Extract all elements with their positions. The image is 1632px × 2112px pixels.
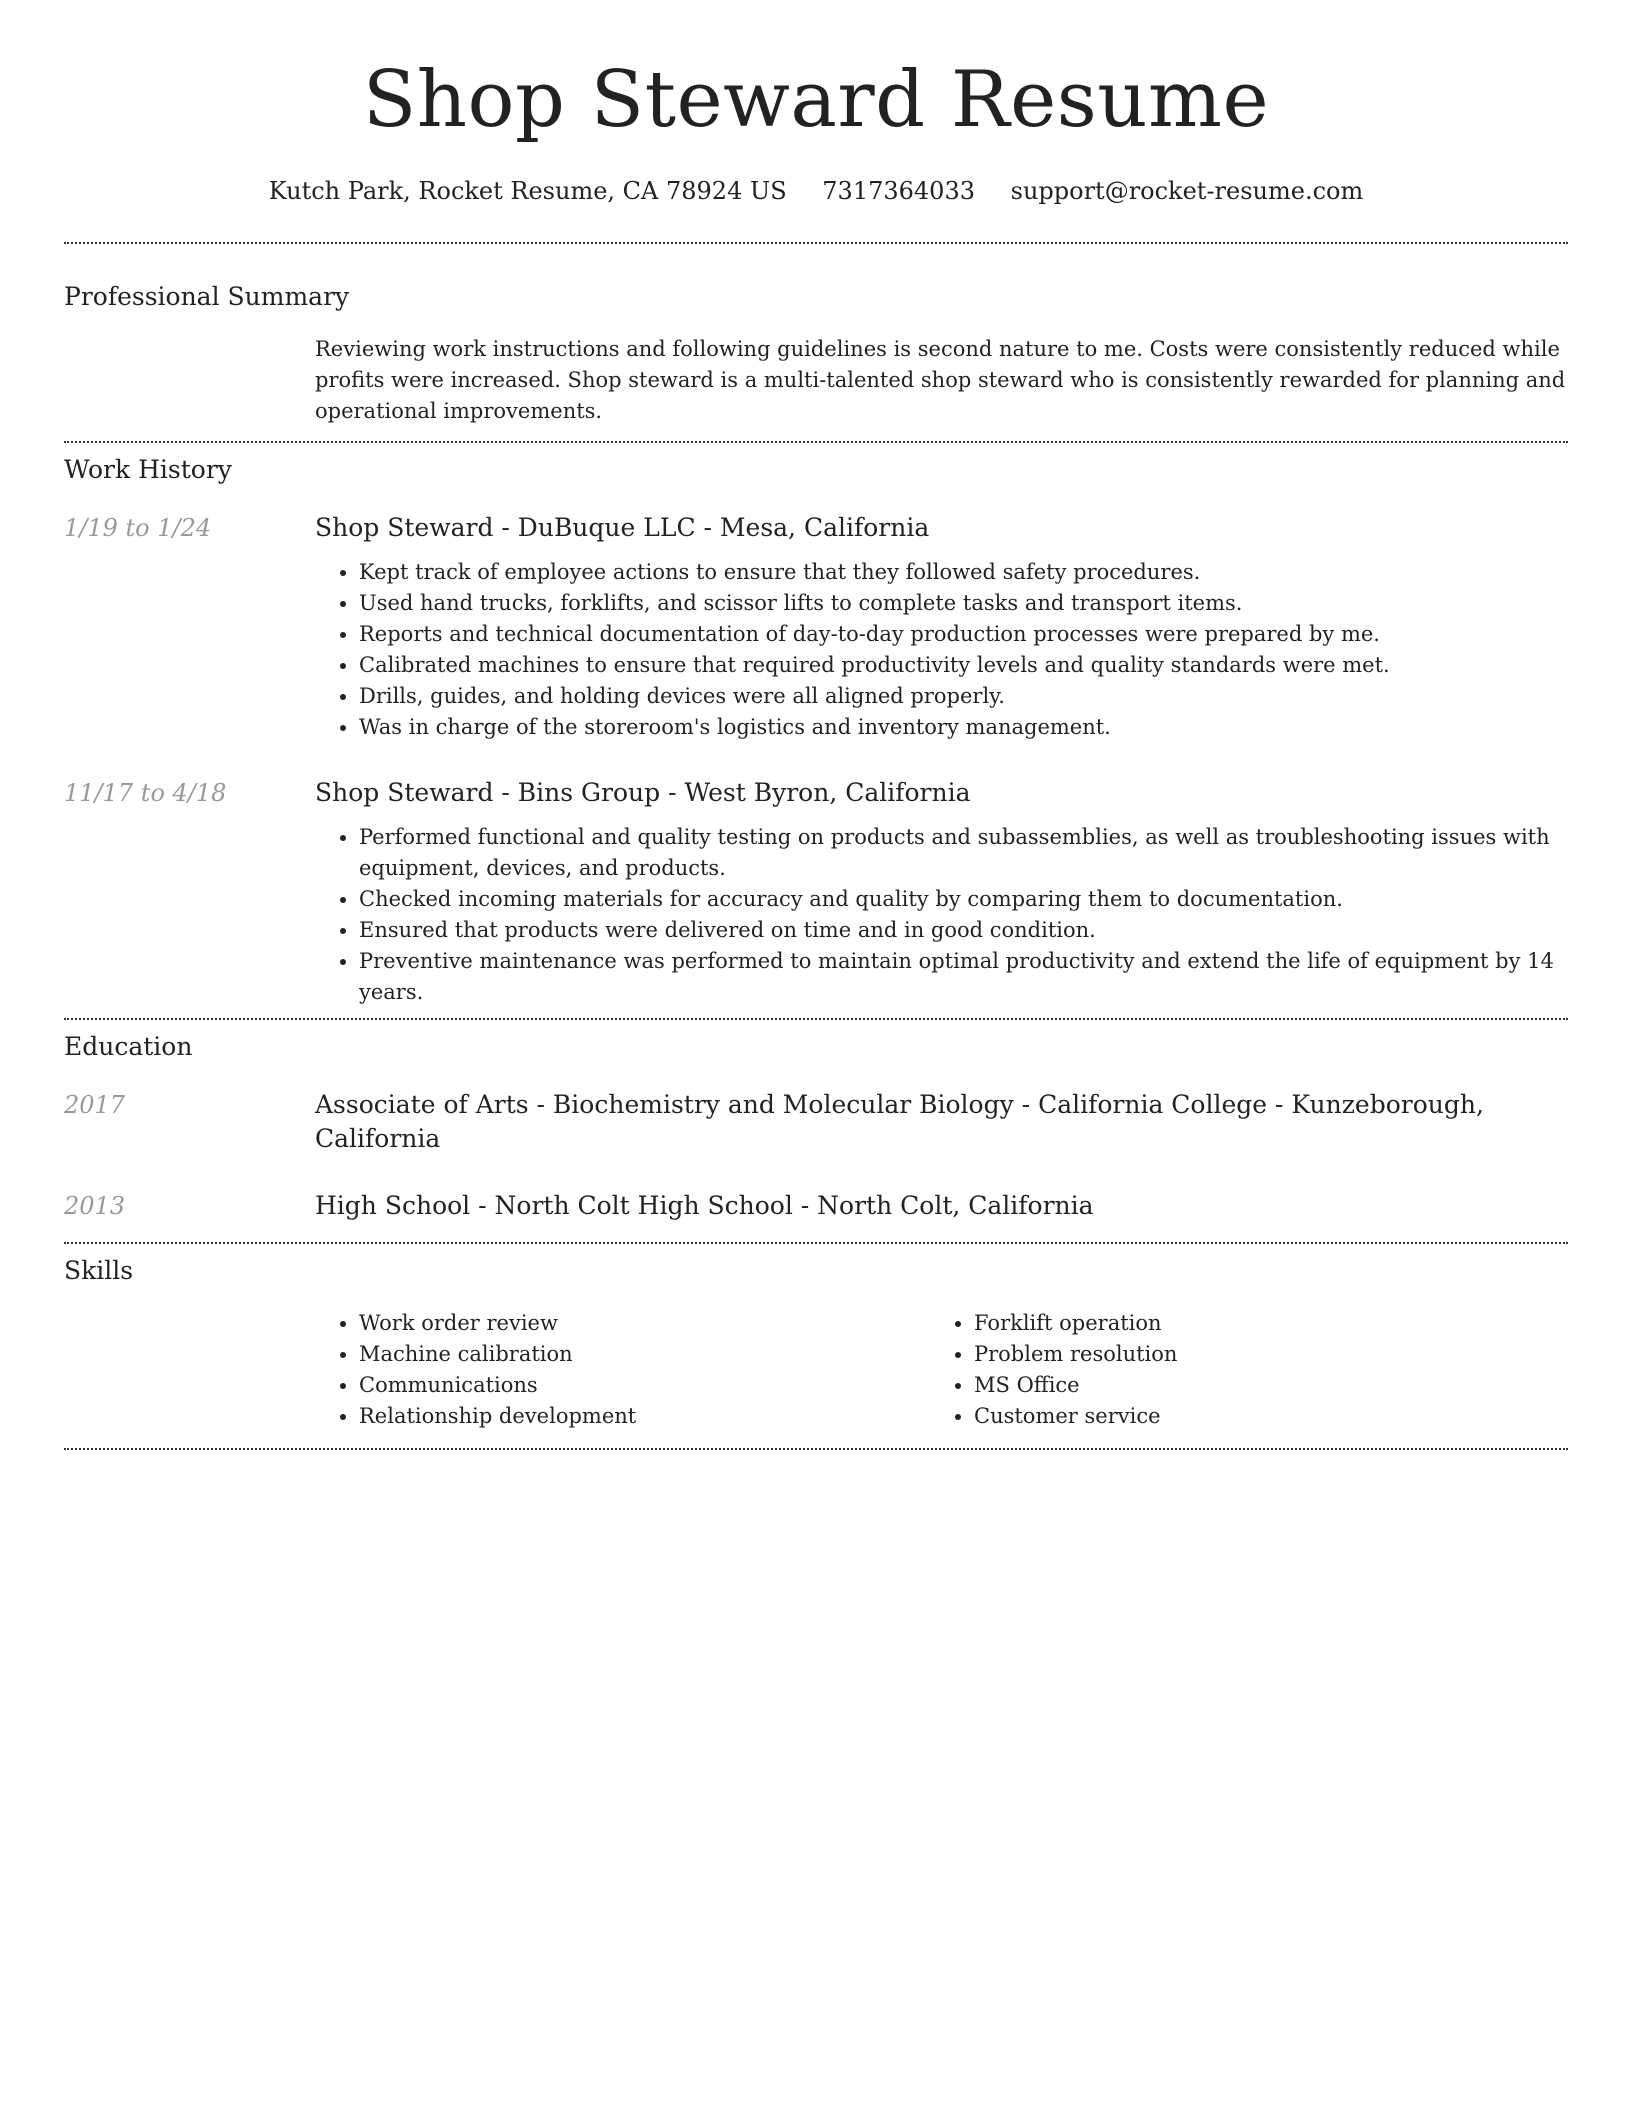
job-body (315, 511, 1568, 743)
job-bullet: • Was in charge of the storeroom's logistics and inventory management. (359, 712, 1568, 743)
job-title: Shop Steward - DuBuque LLC - Mesa, California (315, 513, 930, 542)
summary-section (64, 244, 1568, 427)
education-section (64, 1020, 1568, 1223)
education-title: High School - North Colt High School - North Colt, California (315, 1191, 1094, 1220)
skill-item: • Machine calibration (359, 1339, 930, 1370)
job-bullets (315, 822, 1568, 1008)
job-bullet: • Reports and technical documentation of day-to-day production processes were prepared by me. (359, 619, 1568, 650)
job-bullet: • Used hand trucks, forklifts, and scissor lifts to complete tasks and transport items. (359, 588, 1568, 619)
page-title: Shop Steward Resume (362, 55, 1270, 145)
education-year: 2013 (64, 1192, 126, 1220)
job-dates: 11/17 to 4/18 (64, 779, 227, 807)
work-section (64, 443, 1568, 1008)
skill-item: • Work order review (359, 1308, 930, 1339)
education-entry (64, 1189, 1568, 1223)
education-heading: Education (64, 1032, 193, 1061)
job-bullet: • Calibrated machines to ensure that required productivity levels and quality standards were met. (359, 650, 1568, 681)
job-bullet: • Preventive maintenance was performed to maintain optimal productivity and extend the life of equipment by 14 years. (359, 946, 1568, 1008)
summary-text: Reviewing work instructions and following guidelines is second nature to me. Costs were consistently reduced while profits were increased. Shop steward is a multi-talented shop steward who is consistently rewarded for planning and operational improvements. (315, 337, 1566, 423)
job-body (315, 776, 1568, 1008)
skill-item: • MS Office (974, 1370, 1545, 1401)
job-bullet: • Ensured that products were delivered on time and in good condition. (359, 915, 1568, 946)
divider (64, 1448, 1568, 1450)
skills-column-right (930, 1308, 1545, 1432)
skills-column-left (315, 1308, 930, 1432)
summary-row (64, 334, 1568, 427)
job-bullet: • Checked incoming materials for accuracy and quality by comparing them to documentation. (359, 884, 1568, 915)
contact-line (64, 174, 1568, 208)
job-title: Shop Steward - Bins Group - West Byron, California (315, 778, 971, 807)
job-bullet: • Kept track of employee actions to ensure that they followed safety procedures. (359, 557, 1568, 588)
education-body (315, 1189, 1568, 1223)
education-entry (64, 1088, 1568, 1156)
skills-list (315, 1308, 930, 1432)
contact-email: support@rocket-resume.com (1010, 177, 1364, 205)
skill-item: • Communications (359, 1370, 930, 1401)
job-bullet: • Drills, guides, and holding devices were all aligned properly. (359, 681, 1568, 712)
summary-body (315, 334, 1568, 427)
skills-section (64, 1244, 1568, 1432)
summary-heading: Professional Summary (64, 282, 350, 311)
contact-phone: 7317364033 (822, 177, 975, 205)
job-entry (64, 776, 1568, 1008)
skills-row (64, 1308, 1568, 1432)
skill-item: • Relationship development (359, 1401, 930, 1432)
skill-item: • Forklift operation (974, 1308, 1545, 1339)
education-year: 2017 (64, 1091, 126, 1119)
skills-heading: Skills (64, 1256, 134, 1285)
education-body (315, 1088, 1568, 1156)
job-dates: 1/19 to 1/24 (64, 514, 212, 542)
skill-item: • Customer service (974, 1401, 1545, 1432)
skills-grid (315, 1308, 1568, 1432)
work-heading: Work History (64, 455, 232, 484)
contact-address: Kutch Park, Rocket Resume, CA 78924 US (268, 177, 787, 205)
job-entry (64, 511, 1568, 743)
job-bullets (315, 557, 1568, 743)
education-title: Associate of Arts - Biochemistry and Molecular Biology - California College - Kunzeborough, California (315, 1090, 1484, 1153)
job-bullet: • Performed functional and quality testing on products and subassemblies, as well as troubleshooting issues with equipment, devices, and products. (359, 822, 1568, 884)
skill-item: • Problem resolution (974, 1339, 1545, 1370)
skills-list (930, 1308, 1545, 1432)
